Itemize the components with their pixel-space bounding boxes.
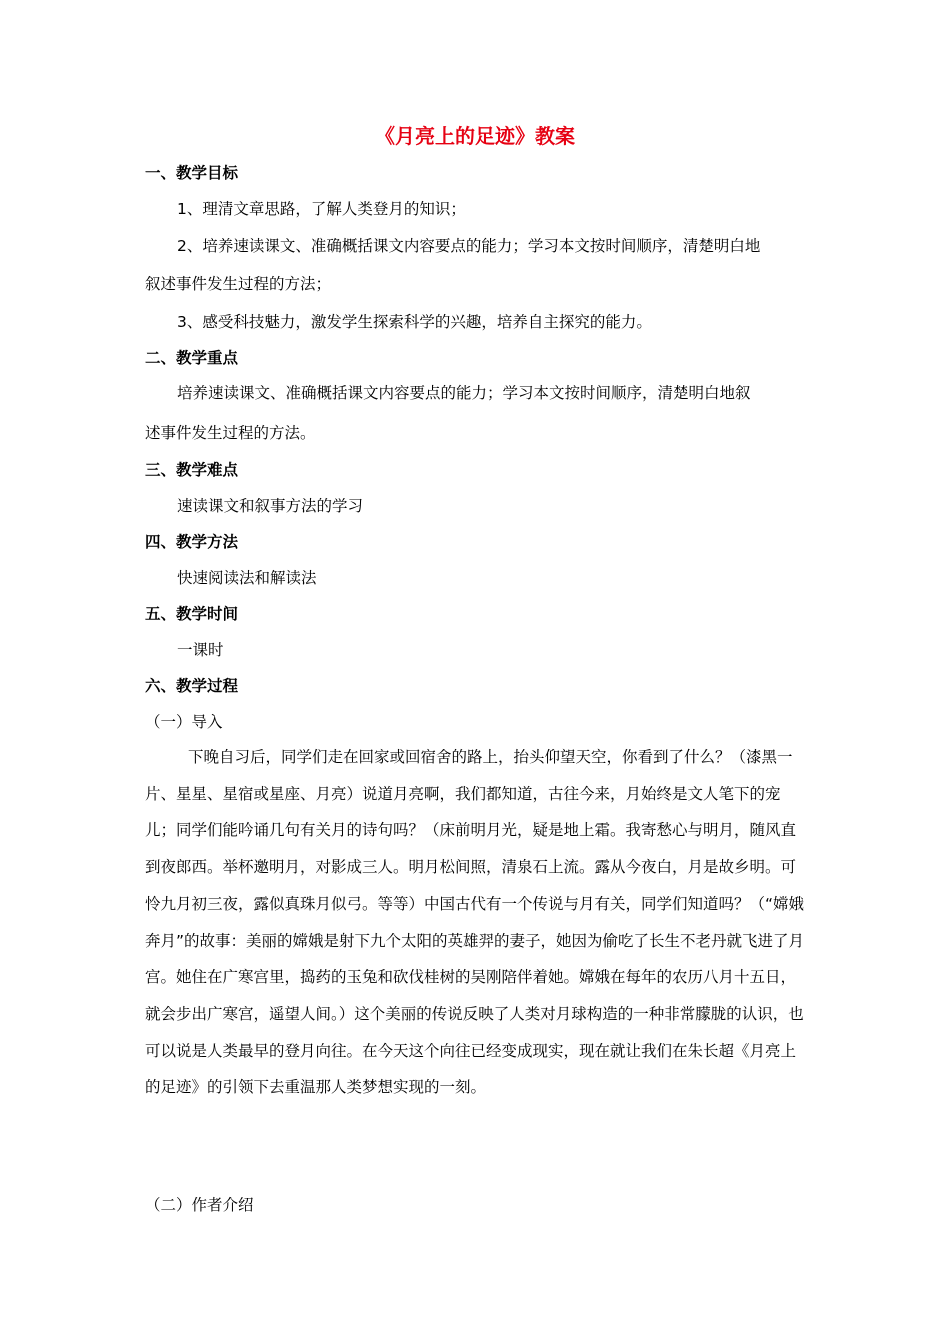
goal-item-3: 3、感受科技魅力，激发学生探索科学的兴趣，培养自主探究的能力。 [177, 313, 652, 331]
difficulties-text: 速读课文和叙事方法的学习 [177, 497, 364, 515]
teaching-time-text: 一课时 [177, 641, 224, 659]
goal-item-2: 2、培养速读课文、准确概括课文内容要点的能力；学习本文按时间顺序，清楚明白地 [177, 237, 761, 255]
heading-teaching-goals: 一、教学目标 [145, 164, 239, 182]
key-points-line-2: 述事件发生过程的方法。 [145, 424, 316, 442]
goal-item-1: 1、理清文章思路，了解人类登月的知识； [177, 200, 466, 218]
subheading-author-introduction: （二）作者介绍 [145, 1196, 254, 1214]
heading-difficulties: 三、教学难点 [145, 461, 239, 479]
goal-item-2-continued: 叙述事件发生过程的方法； [145, 275, 332, 293]
heading-methods: 四、教学方法 [145, 533, 239, 551]
heading-teaching-time: 五、教学时间 [145, 605, 239, 623]
subheading-introduction: （一）导入 [145, 713, 223, 731]
heading-key-points: 二、教学重点 [145, 349, 239, 367]
heading-teaching-process: 六、教学过程 [145, 677, 239, 695]
document-title: 《月亮上的足迹》教案 [375, 124, 575, 148]
key-points-line-1: 培养速读课文、准确概括课文内容要点的能力；学习本文按时间顺序，清楚明白地叙 [177, 384, 751, 402]
methods-text: 快速阅读法和解读法 [177, 569, 317, 587]
introduction-paragraph: 下晚自习后，同学们走在回家或回宿舍的路上，抬头仰望天空，你看到了什么？（漆黑一片、星星、星宿或星座、月亮）说道月亮啊，我们都知道，古往今来，月始终是文人笔下的宠儿；同学们能吟诵几句有关月的诗句吗？（床前明月光，疑是地上霜。我寄愁心与明月，随风直到夜郎西。举杯邀明月，对影成三人。明月松间照，清泉石上流。露从今夜白，月是故乡明。可怜九月初三夜，露似真珠月似弓。等等）中国古代有一个传说与月有关，同学们知道吗？（“嫦娥奔月”的故事：美丽的嫦娥是射下九个太阳的英雄羿的妻子，她因为偷吃了长生不老丹就飞进了月宫。她住在广寒宫里，捣药的玉兔和砍伐桂树的吴刚陪伴着她。嫦娥在每年的农历八月十五日，就会步出广寒宫，遥望人间。）这个美丽的传说反映了人类对月球构造的一种非常朦胧的认识，也可以说是人类最早的登月向往。在今天这个向往已经变成现实，现在就让我们在朱长超《月亮上的足迹》的引领下去重温那人类梦想实现的一刻。 [145, 748, 805, 1097]
